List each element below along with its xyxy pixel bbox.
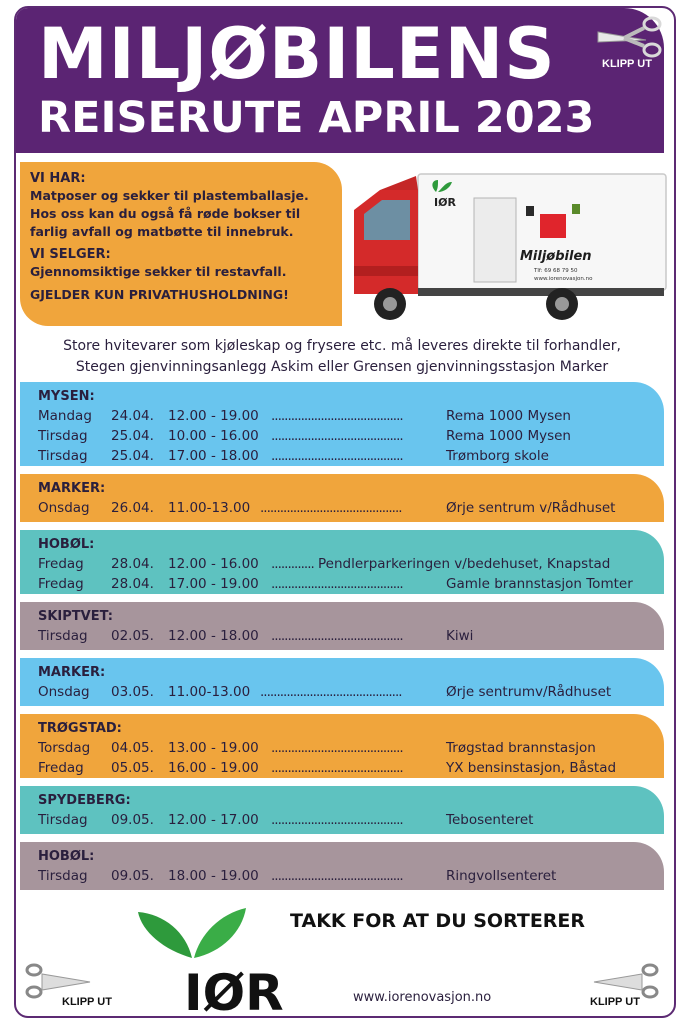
dot-leader: ........................................ <box>271 576 403 592</box>
place: Trøgstad brannstasjon <box>446 740 596 756</box>
time: 11.00-13.00 <box>168 500 251 516</box>
route-hobol-2 <box>20 842 664 890</box>
place: Kiwi <box>446 628 474 644</box>
date: 25.04. <box>111 428 154 444</box>
truck-logo-text: IØR <box>434 196 456 209</box>
dot-leader: ........................................ <box>271 628 403 644</box>
route-name: MARKER: <box>38 481 106 496</box>
date: 04.05. <box>111 740 154 756</box>
dot-leader: ........................................ <box>271 740 403 756</box>
schedule-row <box>38 574 664 594</box>
route-name: MYSEN: <box>38 389 95 404</box>
have-heading: VI HAR: <box>30 171 86 186</box>
day: Fredag <box>38 576 84 592</box>
time: 12.00 - 16.00 <box>168 556 259 572</box>
schedule-row <box>38 498 664 518</box>
place: YX bensinstasjon, Båstad <box>446 760 617 776</box>
time: 12.00 - 18.00 <box>168 628 259 644</box>
schedule-row <box>38 626 664 646</box>
place: Tebosenteret <box>446 812 534 828</box>
date: 09.05. <box>111 868 154 884</box>
dot-leader: ........................................ <box>271 448 403 464</box>
dot-leader: ........................................ <box>271 760 403 776</box>
dot-leader: ........................................... <box>260 684 402 700</box>
date: 24.04. <box>111 408 154 424</box>
day: Torsdag <box>38 740 91 756</box>
day: Mandag <box>38 408 92 424</box>
clip-label-top: KLIPP UT <box>602 58 652 70</box>
have-line: farlig avfall og matbøtte til innebruk. <box>30 224 294 239</box>
day: Tirsdag <box>38 428 88 444</box>
schedule-row <box>38 554 664 574</box>
route-name: MARKER: <box>38 665 106 680</box>
time: 12.00 - 17.00 <box>168 812 259 828</box>
schedule-row <box>38 446 664 466</box>
notice-text <box>20 336 664 378</box>
date: 26.04. <box>111 500 154 516</box>
route-mysen <box>20 382 664 466</box>
logo-text: IØR <box>184 964 284 1014</box>
sell-line: Gjennomsiktige sekker til restavfall. <box>30 264 287 279</box>
route-spydeberg <box>20 786 664 834</box>
private-only-line: GJELDER KUN PRIVATHUSHOLDNING! <box>30 287 289 302</box>
route-hobol-1 <box>20 530 664 594</box>
date: 25.04. <box>111 448 154 464</box>
time: 13.00 - 19.00 <box>168 740 259 756</box>
route-marker-1 <box>20 474 664 522</box>
dot-leader: ........................................ <box>271 868 403 884</box>
website-link[interactable]: www.iorenovasjon.no <box>353 990 492 1005</box>
date: 28.04. <box>111 576 154 592</box>
title-line-2: REISERUTE APRIL 2023 <box>38 93 595 143</box>
truck-side-text: Miljøbilen <box>520 249 592 264</box>
route-name: HOBØL: <box>38 537 95 552</box>
schedule-row <box>38 810 664 830</box>
date: 02.05. <box>111 628 154 644</box>
time: 11.00-13.00 <box>168 684 251 700</box>
notice-line: Stegen gjenvinningsanlegg Askim eller Grensen gjenvinningsstasjon Marker <box>75 359 609 375</box>
clip-label-right: KLIPP UT <box>590 996 640 1008</box>
dot-leader: ........................................ <box>271 428 403 444</box>
day: Tirsdag <box>38 868 88 884</box>
time: 17.00 - 18.00 <box>168 448 259 464</box>
place: Trømborg skole <box>446 448 549 464</box>
date: 05.05. <box>111 760 154 776</box>
time: 16.00 - 19.00 <box>168 760 259 776</box>
place: Rema 1000 Mysen <box>446 428 571 444</box>
route-trogstad <box>20 714 664 778</box>
place: Ringvollsenteret <box>446 868 557 884</box>
title-line-1: MILJØBILENS <box>38 13 556 95</box>
route-name: TRØGSTAD: <box>38 721 122 736</box>
dot-leader: ............. <box>271 556 314 572</box>
route-skiptvet <box>20 602 664 650</box>
day: Fredag <box>38 760 84 776</box>
schedule-row <box>38 406 664 426</box>
schedule-row <box>38 426 664 446</box>
time: 17.00 - 19.00 <box>168 576 259 592</box>
have-line: Hos oss kan du også få røde bokser til <box>30 206 301 221</box>
day: Tirsdag <box>38 628 88 644</box>
dot-leader: ........................................... <box>260 500 402 516</box>
date: 28.04. <box>111 556 154 572</box>
place: Ørje sentrum v/Rådhuset <box>446 500 616 516</box>
date: 09.05. <box>111 812 154 828</box>
dot-leader: ........................................ <box>271 408 403 424</box>
place: Ørje sentrumv/Rådhuset <box>446 684 612 700</box>
truck-web: www.iorenovasjon.no <box>534 276 593 282</box>
route-name: SKIPTVET: <box>38 609 113 624</box>
time: 18.00 - 19.00 <box>168 868 259 884</box>
schedule-row <box>38 866 664 886</box>
day: Onsdag <box>38 684 90 700</box>
place: Gamle brannstasjon Tomter <box>446 576 633 592</box>
dot-leader: ........................................ <box>271 812 403 828</box>
place: Pendlerparkeringen v/bedehuset, Knapstad <box>318 556 611 572</box>
notice-line: Store hvitevarer som kjøleskap og frysere etc. må leveres direkte til forhandler, <box>63 338 621 354</box>
schedule-row <box>38 682 664 702</box>
day: Tirsdag <box>38 812 88 828</box>
day: Tirsdag <box>38 448 88 464</box>
info-box <box>20 162 342 326</box>
route-marker-2 <box>20 658 664 706</box>
route-name: SPYDEBERG: <box>38 793 131 808</box>
schedule-row <box>38 758 664 778</box>
time: 12.00 - 19.00 <box>168 408 259 424</box>
sell-heading: VI SELGER: <box>30 247 111 262</box>
schedule-row <box>38 738 664 758</box>
time: 10.00 - 16.00 <box>168 428 259 444</box>
truck-phone: Tlf: 69 68 79 50 <box>534 268 578 274</box>
truck-illustration <box>350 170 668 326</box>
clip-label-left: KLIPP UT <box>62 996 112 1008</box>
date: 03.05. <box>111 684 154 700</box>
have-line: Matposer og sekker til plastemballasje. <box>30 188 309 203</box>
day: Fredag <box>38 556 84 572</box>
day: Onsdag <box>38 500 90 516</box>
place: Rema 1000 Mysen <box>446 408 571 424</box>
thanks-text: TAKK FOR AT DU SORTERER <box>290 910 586 932</box>
route-name: HOBØL: <box>38 849 95 864</box>
